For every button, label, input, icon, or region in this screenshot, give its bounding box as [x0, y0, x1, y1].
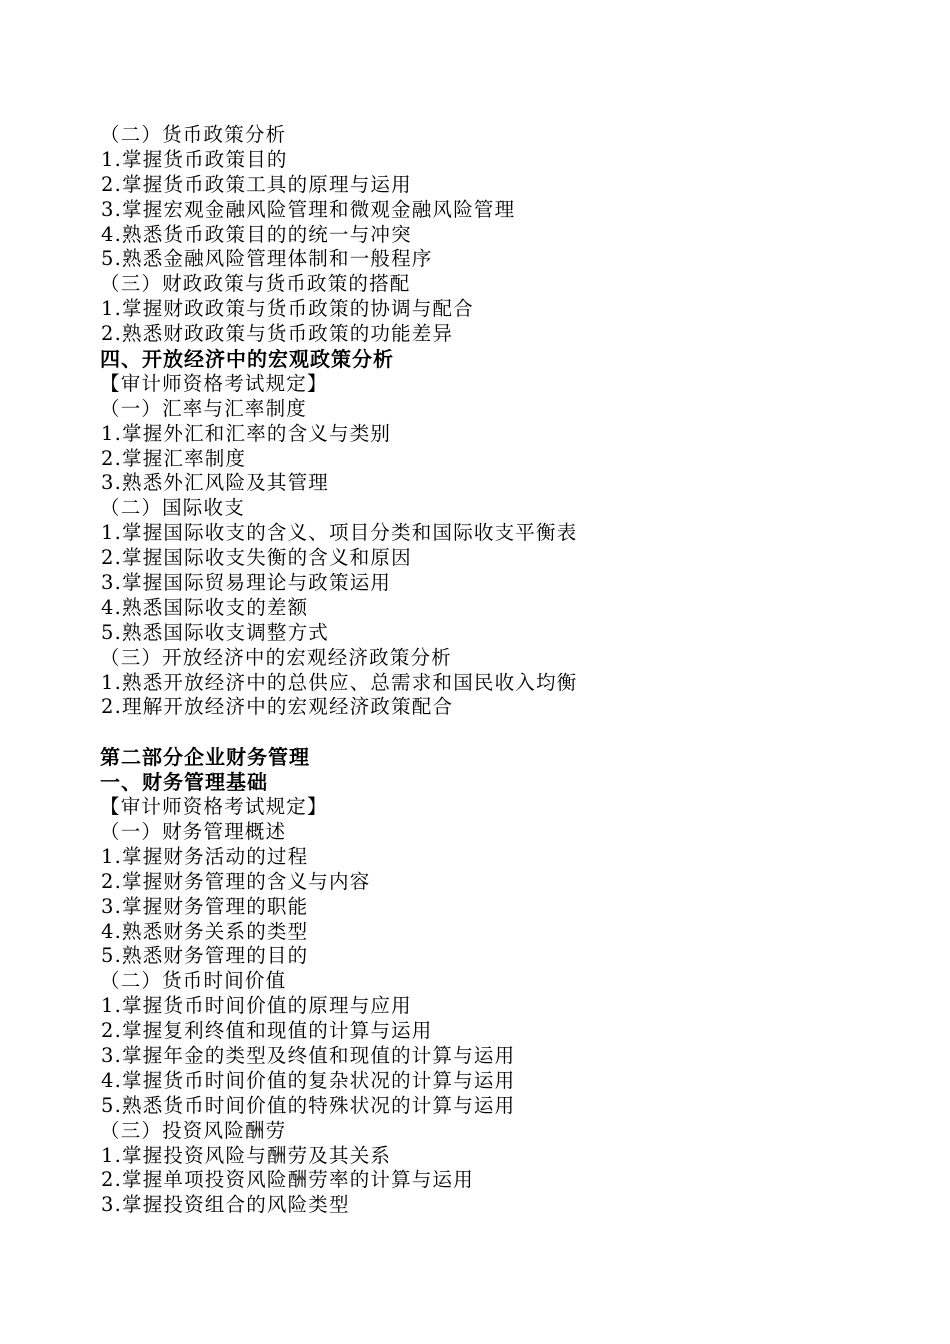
list-item: 1.掌握货币政策目的 [101, 147, 288, 171]
chapter-heading-finance-basics: 一、财务管理基础 [100, 770, 268, 795]
regulation-label: 【审计师资格考试规定】 [100, 795, 328, 819]
list-item: 1.掌握财政政策与货币政策的协调与配合 [101, 297, 474, 321]
list-item: 2.掌握财务管理的含义与内容 [101, 869, 371, 893]
subsection-title-balance-of-payments: （二）国际收支 [100, 496, 245, 520]
subsection-title-time-value: （二）货币时间价值 [100, 969, 287, 993]
regulation-label: 【审计师资格考试规定】 [100, 371, 328, 395]
list-item: 1.掌握货币时间价值的原理与应用 [101, 994, 412, 1018]
list-item: 3.熟悉外汇风险及其管理 [101, 471, 330, 495]
list-item: 1.掌握投资风险与酬劳及其关系 [101, 1143, 392, 1167]
list-item: 4.熟悉货币政策目的的统一与冲突 [101, 222, 412, 246]
list-item: 2.理解开放经济中的宏观经济政策配合 [101, 695, 454, 719]
subsection-title-open-macro-policy: （三）开放经济中的宏观经济政策分析 [100, 645, 452, 669]
document-page [100, 123, 860, 1218]
part-heading-financial-management: 第二部分企业财务管理 [100, 745, 310, 770]
list-item: 5.熟悉财务管理的目的 [101, 944, 309, 968]
list-item: 5.熟悉国际收支调整方式 [101, 620, 330, 644]
list-item: 4.熟悉财务关系的类型 [101, 919, 309, 943]
list-item: 1.掌握财务活动的过程 [101, 844, 309, 868]
list-item: 1.掌握外汇和汇率的含义与类别 [101, 421, 392, 445]
list-item: 2.掌握复利终值和现值的计算与运用 [101, 1019, 433, 1043]
list-item: 1.熟悉开放经济中的总供应、总需求和国民收入均衡 [101, 670, 578, 694]
list-item: 4.掌握货币时间价值的复杂状况的计算与运用 [101, 1068, 516, 1092]
chapter-heading-open-economy: 四、开放经济中的宏观政策分析 [100, 347, 394, 372]
list-item: 3.掌握财务管理的职能 [101, 894, 309, 918]
blank-line [100, 720, 860, 745]
list-item: 3.掌握年金的类型及终值和现值的计算与运用 [101, 1043, 516, 1067]
list-item: 5.熟悉金融风险管理体制和一般程序 [101, 247, 433, 271]
subsection-title-monetary-policy: （二）货币政策分析 [100, 123, 287, 146]
list-item: 4.熟悉国际收支的差额 [101, 595, 309, 619]
subsection-title-investment-risk: （三）投资风险酬劳 [100, 1118, 287, 1142]
list-item: 1.掌握国际收支的含义、项目分类和国际收支平衡表 [101, 521, 578, 545]
list-item: 2.掌握货币政策工具的原理与运用 [101, 172, 412, 196]
subsection-title-policy-mix: （三）财政政策与货币政策的搭配 [100, 272, 411, 296]
list-item: 3.掌握投资组合的风险类型 [101, 1193, 350, 1217]
list-item: 3.掌握宏观金融风险管理和微观金融风险管理 [101, 197, 516, 221]
list-item: 5.熟悉货币时间价值的特殊状况的计算与运用 [101, 1093, 516, 1117]
list-item: 3.掌握国际贸易理论与政策运用 [101, 571, 392, 595]
subsection-title-finance-overview: （一）财务管理概述 [100, 819, 287, 843]
list-item: 2.掌握单项投资风险酬劳率的计算与运用 [101, 1168, 474, 1192]
list-item: 2.掌握国际收支失衡的含义和原因 [101, 546, 412, 570]
list-item: 2.熟悉财政政策与货币政策的功能差异 [101, 322, 454, 346]
subsection-title-exchange-rate: （一）汇率与汇率制度 [100, 396, 308, 420]
list-item: 2.掌握汇率制度 [101, 446, 247, 470]
